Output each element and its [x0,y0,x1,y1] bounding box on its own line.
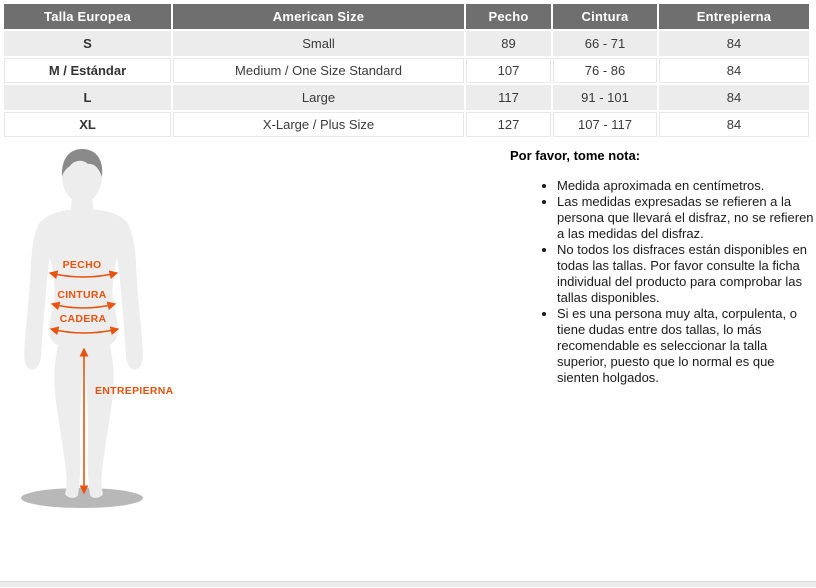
cell-inseam: 84 [659,112,809,137]
table-row-m [4,58,809,83]
bottom-divider [0,581,816,587]
inseam-label: ENTREPIERNA [95,385,174,397]
cell-chest: 89 [466,31,551,56]
table-row-l [4,85,809,110]
table-row-xl [4,112,809,137]
cell-american-size: Medium / One Size Standard [173,58,464,83]
body-figure-svg [10,145,180,515]
cell-inseam: 84 [659,85,809,110]
column-header-american-size: American Size [173,4,464,29]
cell-waist: 91 - 101 [553,85,657,110]
column-header-cintura: Cintura [553,4,657,29]
cell-chest: 127 [466,112,551,137]
cell-waist: 66 - 71 [553,31,657,56]
cell-inseam: 84 [659,31,809,56]
note-item-availability: • No todos los disfraces están disponibles en todas las tallas. Por favor consulte la ficha individual del producto para comprobar las tallas disponibles. [557,242,816,306]
note-item-size-up: • Si es una persona muy alta, corpulenta, o tiene dudas entre dos tallas, lo más recomendable es seleccionar la talla superior, puesto que lo normal es que sienten holgados. [557,306,816,386]
notes-list [510,178,816,386]
cell-inseam: 84 [659,58,809,83]
cell-american-size: X-Large / Plus Size [173,112,464,137]
cell-european-size: L [4,85,171,110]
cell-waist: 107 - 117 [553,112,657,137]
note-item-units: • Medida aproximada en centímetros. [557,178,816,194]
notes-section [510,147,816,386]
size-table [2,2,811,139]
note-item-person-measures: • Las medidas expresadas se refieren a la persona que llevará el disfraz, no se refieren a las medidas del disfraz. [557,194,816,242]
cell-waist: 76 - 86 [553,58,657,83]
cell-european-size: S [4,31,171,56]
cell-chest: 117 [466,85,551,110]
cell-european-size: XL [4,112,171,137]
column-header-talla-europea: Talla Europea [4,4,171,29]
table-header-row [4,4,809,29]
body-measurement-figure [10,145,180,515]
chest-label: PECHO [62,259,102,271]
floor-shadow-ellipse [21,488,143,508]
waist-label: CINTURA [57,289,107,301]
column-header-entrepierna: Entrepierna [659,4,809,29]
cell-european-size: M / Estándar [4,58,171,83]
column-header-pecho: Pecho [466,4,551,29]
cell-american-size: Small [173,31,464,56]
table-row-s [4,31,809,56]
notes-heading: Por favor, tome nota: [510,148,641,163]
hip-label: CADERA [59,313,107,325]
cell-american-size: Large [173,85,464,110]
cell-chest: 107 [466,58,551,83]
